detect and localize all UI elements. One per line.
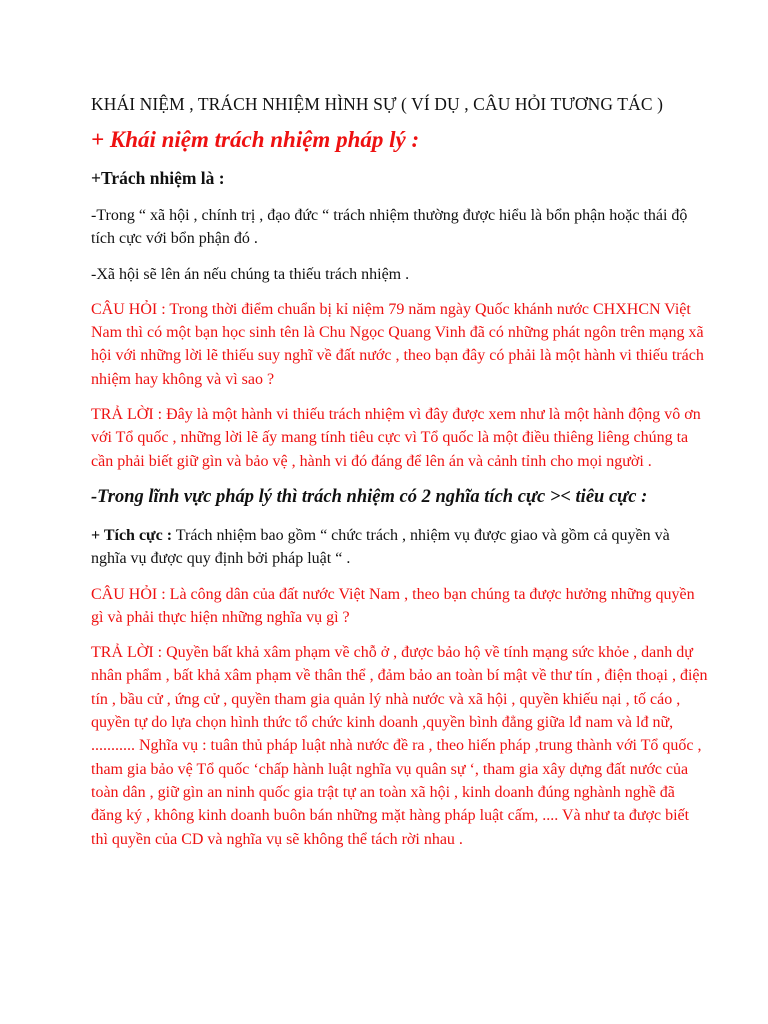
positive-text: Trách nhiệm bao gồm “ chức trách , nhiệm vụ được giao và gồm cả quyền và nghĩa vụ được quy định bởi pháp luật “ . [91, 526, 670, 568]
question-1: CÂU HỎI : Trong thời điểm chuẩn bị kỉ niệm 79 năm ngày Quốc khánh nước CHXHCN Việt Nam thì có một bạn học sinh tên là Chu Ngọc Quang Vinh đã có những phát ngôn trên mạng xã hội với những lời lẽ thiếu suy nghĩ về đất nước , theo bạn đây có phải là một hành vi thiếu trách nhiệm hay không và vì sao ? [91, 300, 704, 388]
paragraph-society: -Xã hội sẽ lên án nếu chúng ta thiếu trách nhiệm . [91, 265, 410, 283]
section-heading: + Khái niệm trách nhiệm pháp lý : [91, 127, 420, 152]
answer-1: TRẢ LỜI : Đây là một hành vi thiếu trách nhiệm vì đây được xem như là một hành động vô ơn với Tổ quốc , những lời lẽ ấy mang tính tiêu cực vì Tổ quốc là một điều thiêng liêng chúng ta cần phải biết giữ gìn và bảo vệ , hành vi đó đáng để lên án và cảnh tỉnh cho mọi người . [91, 406, 701, 470]
legal-field-heading: -Trong lĩnh vực pháp lý thì trách nhiệm có 2 nghĩa tích cực >< tiêu cực : [91, 486, 648, 507]
positive-lead: + Tích cực : [91, 526, 173, 544]
paragraph-definition: -Trong “ xã hội , chính trị , đạo đức “ trách nhiệm thường được hiểu là bổn phận hoặc thái độ tích cực với bổn phận đó . [91, 207, 688, 248]
paragraph-positive [91, 524, 708, 571]
subheading: +Trách nhiệm là : [91, 168, 225, 188]
document-title: KHÁI NIỆM , TRÁCH NHIỆM HÌNH SỰ ( VÍ DỤ , CÂU HỎI TƯƠNG TÁC ) [91, 94, 664, 114]
answer-2: TRẢ LỜI : Quyền bất khả xâm phạm về chỗ ở , được bảo hộ về tính mạng sức khỏe , danh dự nhân phẩm , bất khả xâm phạm về thân thể , đảm bảo an toàn bí mật về thư tín , điện thoại , điện tín , bầu cử , ứng cử , quyền tham gia quản lý nhà nước và xã hội , quyền khiếu nại , tố cáo , quyền tự do lựa chọn hình thức tổ chức kinh doanh ,quyền bình đẳng giữa lđ nam và lđ nữ, ........... Nghĩa vụ : tuân thủ pháp luật nhà nước đề ra , theo hiến pháp ,trung thành với Tổ quốc , tham gia bảo vệ Tổ quốc ‘chấp hành luật nghĩa vụ quân sự ‘, tham gia xây dựng đất nước của toàn dân , giữ gìn an ninh quốc gia trật tự an toàn xã hội , kinh doanh đúng nghành nghề đã đăng ký , không kinh doanh buôn bán những mặt hàng pháp luật cấm, .... Và như ta được biết thì quyền của CD và nghĩa vụ sẽ không thể tách rời nhau . [91, 644, 708, 848]
question-2: CÂU HỎI : Là công dân của đất nước Việt Nam , theo bạn chúng ta được hưởng những quyền gì và phải thực hiện những nghĩa vụ gì ? [91, 585, 695, 626]
